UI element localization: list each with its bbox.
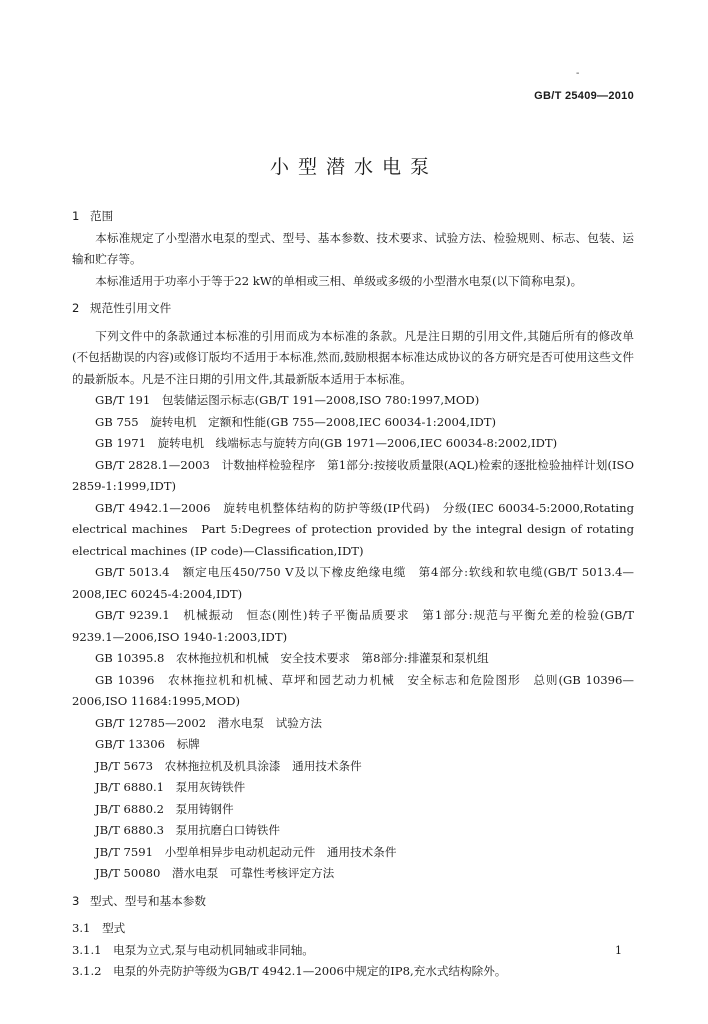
scan-speck: - (576, 68, 580, 79)
page-number: 1 (615, 944, 622, 957)
subsection-text: 电泵为立式,泵与电动机同轴或非同轴。 (113, 942, 314, 957)
reference-item: JB/T 5673 农林拖拉机及机具涂漆 通用技术条件 (95, 758, 362, 773)
section-title: 规范性引用文件 (90, 301, 172, 315)
page-title: 小型潜水电泵 (269, 156, 438, 178)
subsection-number: 3.1.2 (72, 964, 102, 978)
section-number: 2 (72, 301, 80, 315)
document-body (72, 206, 634, 983)
reference-item: GB/T 191 包装储运图示标志(GB/T 191—2008,ISO 780:1997,MOD) (95, 393, 480, 407)
reference-item: JB/T 50080 潜水电泵 可靠性考核评定方法 (95, 866, 335, 880)
references-intro: 下列文件中的条款通过本标准的引用而成为本标准的条款。凡是注日期的引用文件,其随后所有的修改单(不包括勘误的内容)或修订版均不适用于本标准,然而,鼓励根据本标准达成协议的各方研究是否可使用这些文件的最新版本。凡是不注日期的引用文件,其最新版本适用于本标准。 (72, 328, 634, 386)
reference-item: GB/T 4942.1—2006 旋转电机整体结构的防护等级(IP代码) 分级(IEC 60034-5:2000,Rotating electrical machines Part 5:Degrees of protection provided by the integral design of rotating electrical machines (IP code)—Classification,IDT) (72, 500, 634, 558)
reference-item: JB/T 6880.1 泵用灰铸铁件 (95, 780, 246, 794)
subsection-title: 型式 (102, 921, 126, 935)
reference-item: JB/T 6880.2 泵用铸钢件 (95, 801, 234, 816)
section-1-heading (72, 206, 634, 228)
reference-item: GB/T 13306 标牌 (95, 737, 200, 751)
reference-item: JB/T 6880.3 泵用抗磨白口铸铁件 (95, 823, 280, 837)
section-number: 3 (72, 893, 80, 908)
subsection-number: 3.1.1 (72, 942, 102, 957)
subsection-3-1-1 (72, 940, 634, 962)
subsection-text: 电泵的外壳防护等级为GB/T 4942.1—2006中规定的IP8,充水式结构除外。 (113, 964, 507, 978)
reference-item: GB 755 旋转电机 定额和性能(GB 755—2008,IEC 60034-1:2004,IDT) (95, 414, 497, 429)
standard-number: GB/T 25409—2010 (534, 90, 634, 102)
reference-item: GB/T 12785—2002 潜水电泵 试验方法 (95, 715, 323, 730)
subsection-3-1-2 (72, 961, 634, 983)
subsection-3-1 (72, 918, 634, 940)
section-title: 型式、型号和基本参数 (90, 893, 206, 908)
reference-item: JB/T 7591 小型单相异步电动机起动元件 通用技术条件 (95, 844, 397, 859)
scope-paragraph: 本标准适用于功率小于等于22 kW的单相或三相、单级或多级的小型潜水电泵(以下简称电泵)。 (95, 273, 583, 288)
subsection-number: 3.1 (72, 921, 91, 935)
section-3-heading (72, 891, 634, 913)
reference-item: GB 10395.8 农林拖拉机和机械 安全技术要求 第8部分:排灌泵和泵机组 (95, 651, 489, 665)
reference-item: GB 10396 农林拖拉机和机械、草坪和园艺动力机械 安全标志和危险图形 总则(GB 10396—2006,ISO 11684:1995,MOD) (72, 672, 634, 708)
reference-item: GB/T 5013.4 额定电压450/750 V及以下橡皮绝缘电缆 第4部分:软线和软电缆(GB/T 5013.4—2008,IEC 60245-4:2004,IDT) (72, 565, 634, 601)
section-title: 范围 (90, 209, 114, 223)
reference-item: GB/T 9239.1 机械振动 恒态(刚性)转子平衡品质要求 第1部分:规范与平衡允差的检验(GB/T 9239.1—2006,ISO 1940-1:2003,IDT) (72, 608, 634, 644)
reference-item: GB 1971 旋转电机 线端标志与旋转方向(GB 1971—2006,IEC 60034-8:2002,IDT) (95, 436, 558, 450)
scope-paragraph: 本标准规定了小型潜水电泵的型式、型号、基本参数、技术要求、试验方法、检验规则、标志、包装、运输和贮存等。 (72, 230, 634, 266)
section-2-heading (72, 298, 634, 320)
reference-item: GB/T 2828.1—2003 计数抽样检验程序 第1部分:按接收质量限(AQL)检索的逐批检验抽样计划(ISO 2859-1:1999,IDT) (72, 457, 634, 493)
section-number: 1 (72, 209, 80, 223)
